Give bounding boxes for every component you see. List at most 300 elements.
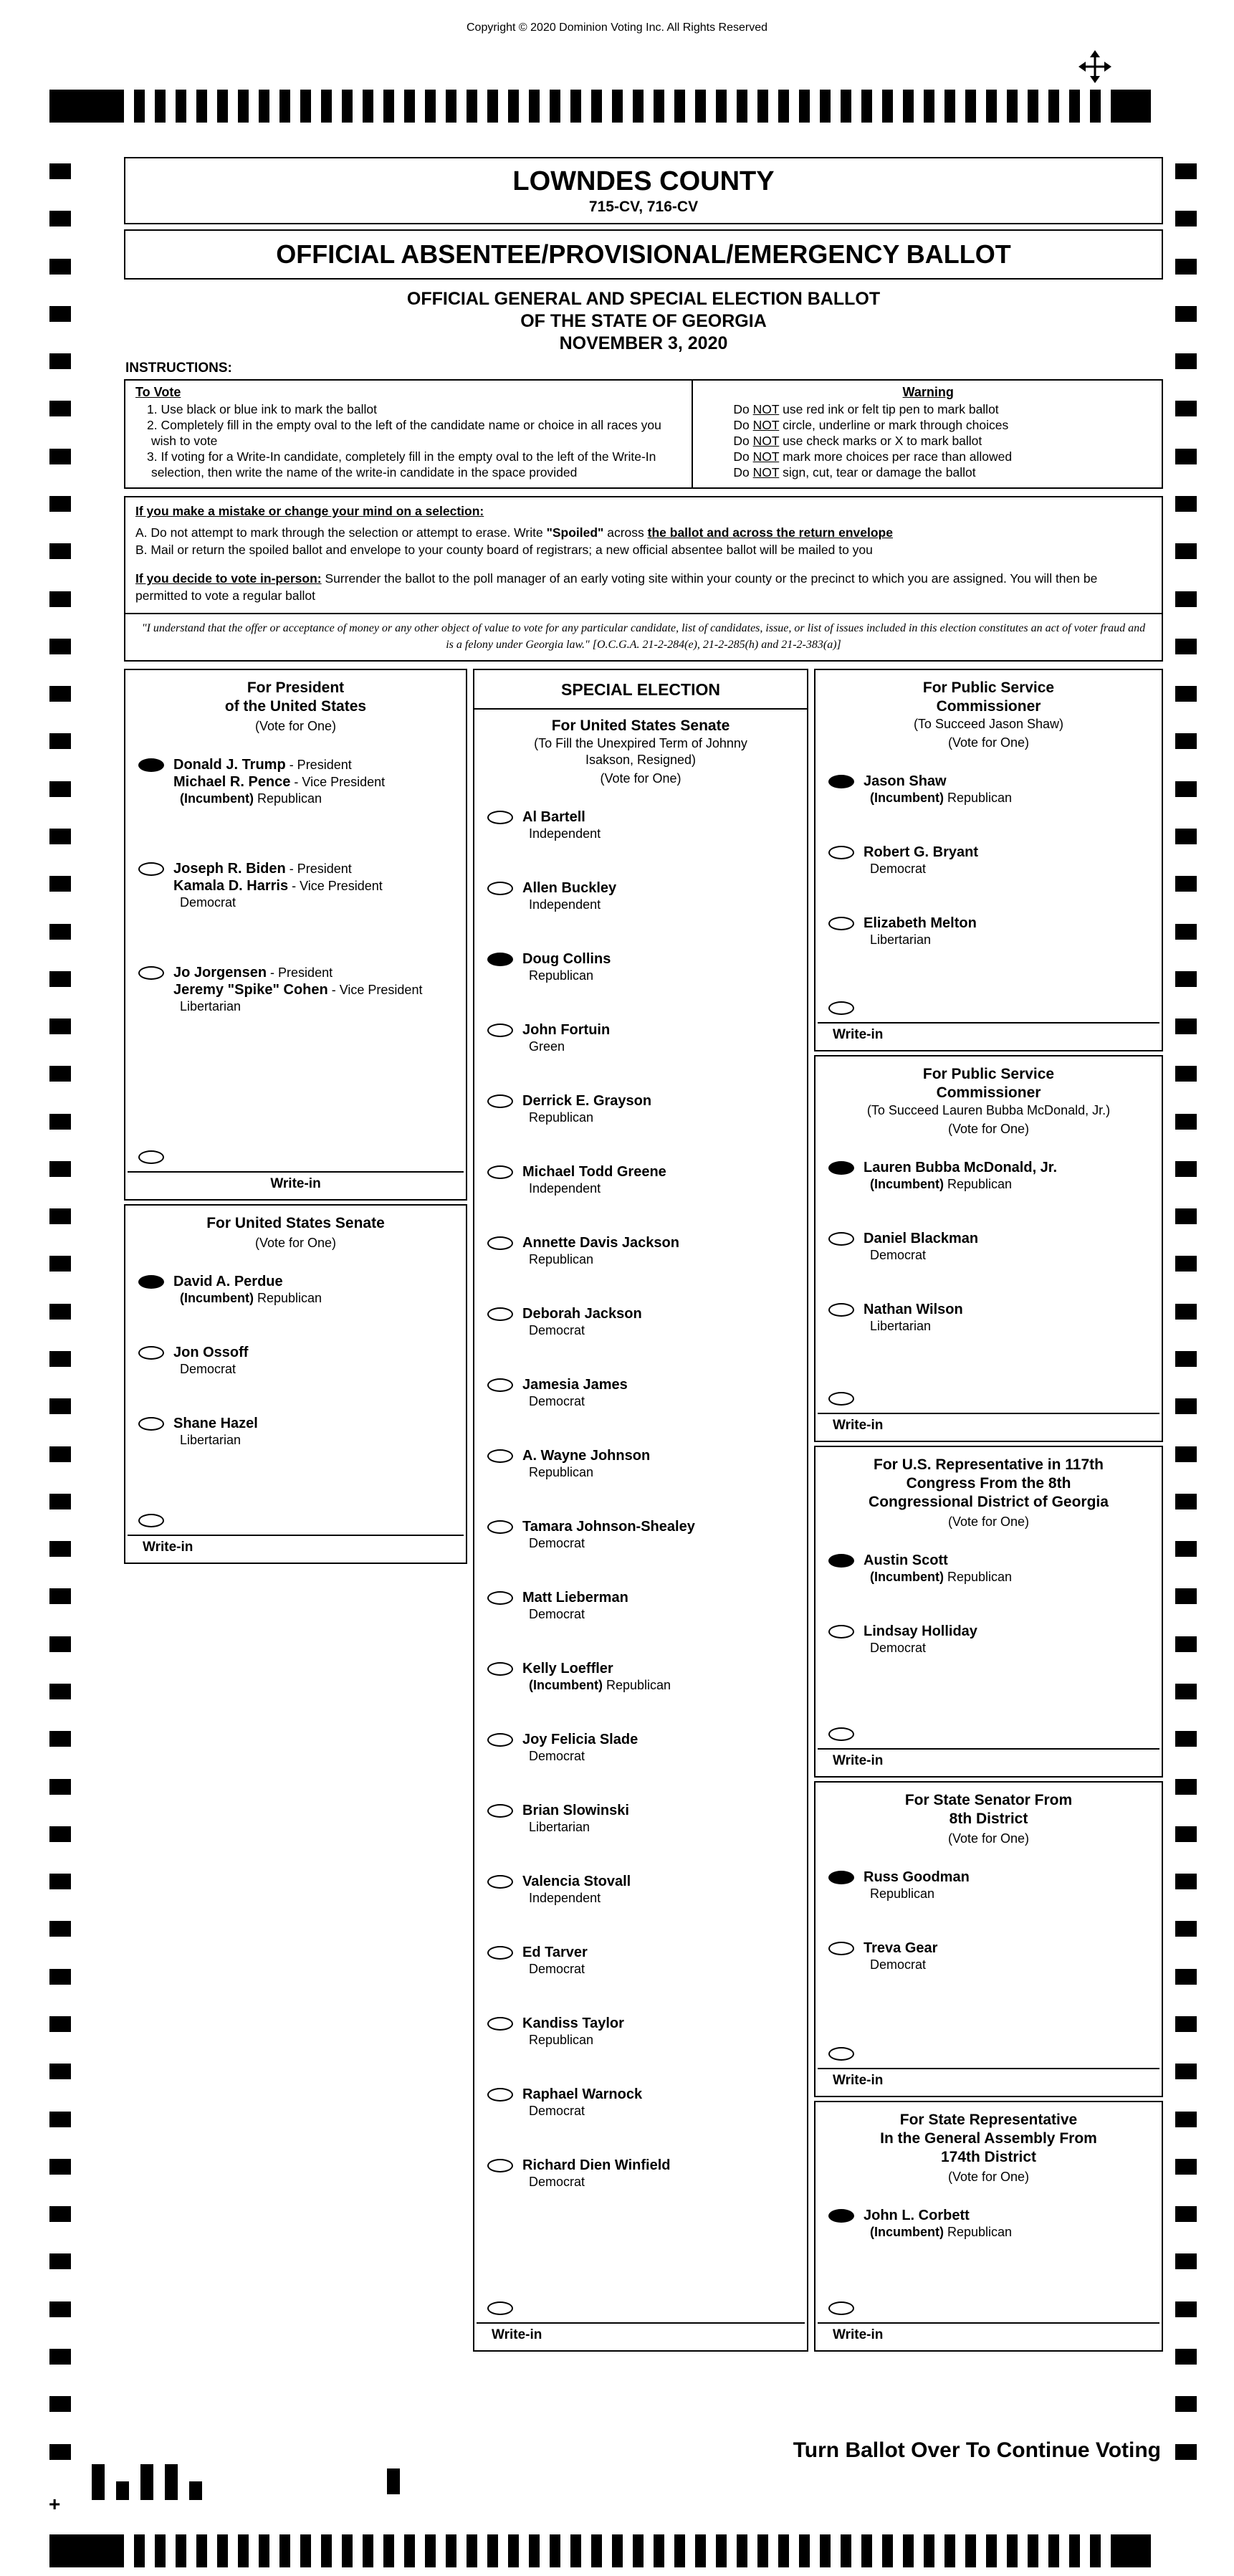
timing-block	[49, 2534, 124, 2567]
timing-bar	[467, 90, 477, 123]
timing-mark	[1175, 306, 1197, 322]
timing-mark	[1175, 686, 1197, 702]
candidate-text	[522, 1589, 628, 1623]
oval-a-wayne-johnson[interactable]	[487, 1449, 513, 1463]
oval-russ-goodman[interactable]	[828, 1871, 854, 1884]
timing-bar	[965, 2534, 976, 2567]
vote-for-instruction: (Vote for One)	[254, 1236, 337, 1250]
write-in-oval[interactable]	[487, 2301, 513, 2315]
timing-mark	[1175, 1304, 1197, 1320]
candidate-name: Brian Slowinski	[522, 1803, 629, 1818]
candidate-david-a-perdue	[125, 1273, 466, 1307]
candidate-name: Michael Todd Greene	[522, 1164, 666, 1180]
write-in-oval[interactable]	[828, 2047, 854, 2061]
write-in-oval-row	[816, 1392, 1162, 1406]
timing-bar	[1028, 90, 1038, 123]
vote-for-instruction: (Vote for One)	[947, 2170, 1030, 2184]
to-vote-section	[125, 381, 693, 487]
timing-mark	[1175, 1684, 1197, 1699]
oval-ed-tarver[interactable]	[487, 1946, 513, 1960]
candidate-text	[522, 808, 601, 842]
oval-matt-lieberman[interactable]	[487, 1591, 513, 1605]
candidate-party: Republican	[870, 1886, 935, 1901]
timing-bar	[300, 2534, 311, 2567]
timing-mark	[49, 591, 71, 607]
timing-mark	[1175, 733, 1197, 749]
oval-annette-davis-jackson[interactable]	[487, 1236, 513, 1250]
timing-mark	[49, 924, 71, 940]
write-in-oval-row	[474, 2301, 807, 2315]
candidate-name: Richard Dien Winfield	[522, 2157, 671, 2173]
timing-mark	[49, 1969, 71, 1985]
timing-mark	[49, 1019, 71, 1034]
oval-raphael-warnock[interactable]	[487, 2088, 513, 2102]
timing-mark	[49, 1256, 71, 1272]
timing-mark	[1175, 1826, 1197, 1842]
oval-kelly-loeffler[interactable]	[487, 1662, 513, 1676]
write-in-area	[125, 1512, 466, 1563]
oval-valencia-stovall[interactable]	[487, 1875, 513, 1889]
timing-block	[1111, 2534, 1151, 2567]
vote-for-instruction: (Vote for One)	[947, 1122, 1030, 1136]
voter-oath-text: "I understand that the offer or acceptance of money or any other object of value to vote for any particular candidate, list of candidates, issue, or list of issues included in this election constitutes an act of voter fraud and is a felony under Georgia law." [O.C.G.A. 21-2-284(e), 21-2-285(h) and 21-2-383(a)]	[125, 613, 1162, 660]
calibration-marks	[0, 2464, 1234, 2503]
candidate-party: Independent	[529, 897, 601, 912]
candidate-party: Democrat	[870, 862, 927, 876]
oval-richard-dien-winfield[interactable]	[487, 2159, 513, 2172]
candidate-joy-felicia-slade	[474, 1731, 807, 1765]
candidate-russ-goodman	[816, 1869, 1162, 1902]
timing-bar	[944, 2534, 955, 2567]
candidate-party: Libertarian	[180, 999, 241, 1013]
candidate-name: John L. Corbett	[864, 2208, 970, 2223]
timing-bar	[383, 2534, 394, 2567]
timing-bar	[591, 2534, 602, 2567]
timing-mark	[49, 211, 71, 226]
timing-mark	[1175, 971, 1197, 987]
timing-mark	[1175, 2016, 1197, 2032]
mistake-line-b: B. Mail or return the spoiled ballot and envelope to your county board of registrars; a new official absentee ballot will be mailed to you	[135, 543, 873, 557]
mistake-section	[125, 497, 1162, 563]
timing-bar	[383, 90, 394, 123]
write-in-oval-row	[816, 2047, 1162, 2061]
contest-title: Congress From the 8th	[906, 1475, 1071, 1492]
timing-mark	[49, 829, 71, 844]
candidate-name: Kandiss Taylor	[522, 2016, 624, 2031]
timing-bar	[508, 90, 519, 123]
candidate-name: Jamesia James	[522, 1377, 628, 1393]
candidate-name: Treva Gear	[864, 1940, 938, 1956]
candidate-office-suffix: - President	[267, 965, 333, 980]
calibration-bar	[140, 2464, 153, 2500]
timing-bar	[238, 90, 249, 123]
candidate-name: Shane Hazel	[173, 1416, 258, 1431]
timing-bar	[861, 2534, 872, 2567]
candidate-text	[864, 773, 1012, 806]
candidate-text	[522, 1021, 610, 1055]
timing-mark	[1175, 259, 1197, 275]
timing-bar	[217, 2534, 228, 2567]
oval-jon-ossoff[interactable]	[138, 1346, 164, 1360]
candidate-kandiss-taylor	[474, 2015, 807, 2048]
write-in-oval-row	[816, 1727, 1162, 1741]
contest-title: Congressional District of Georgia	[869, 1494, 1109, 1510]
timing-bar	[529, 2534, 540, 2567]
write-in-label: Write-in	[833, 1027, 884, 1042]
candidate-name: Joseph R. Biden - President	[173, 861, 352, 877]
not-emphasis: NOT	[752, 449, 780, 464]
write-in-oval[interactable]	[828, 1727, 854, 1741]
contest-title: For State Senator From	[904, 1792, 1073, 1808]
candidate-name: Allen Buckley	[522, 880, 617, 896]
candidate-text	[522, 2157, 671, 2190]
mistake-heading: If you make a mistake or change your mind on a selection:	[135, 504, 484, 518]
candidate-jamesia-james	[474, 1376, 807, 1410]
plus-registration-mark: +	[49, 2493, 61, 2515]
timing-mark	[49, 1684, 71, 1699]
timing-bar	[467, 2534, 477, 2567]
write-in-label: Write-in	[143, 1540, 193, 1555]
timing-bar	[944, 90, 955, 123]
warning-section	[693, 381, 1162, 487]
timing-mark	[1175, 163, 1197, 179]
timing-mark	[49, 1208, 71, 1224]
oval-brian-slowinski[interactable]	[487, 1804, 513, 1818]
oval-michael-todd-greene[interactable]	[487, 1165, 513, 1179]
not-emphasis: NOT	[752, 402, 780, 416]
timing-bar	[716, 2534, 727, 2567]
candidate-text	[864, 844, 978, 877]
contest-title: 8th District	[949, 1811, 1028, 1827]
candidate-party: Democrat	[870, 1641, 927, 1655]
candidate-name: Joy Felicia Slade	[522, 1732, 638, 1747]
candidate-brian-slowinski	[474, 1802, 807, 1836]
timing-mark	[1175, 2064, 1197, 2079]
timing-mark	[49, 2159, 71, 2175]
candidate-text	[522, 1518, 695, 1552]
timing-mark	[1175, 401, 1197, 416]
candidate-text	[522, 1234, 679, 1268]
timing-mark	[1175, 1921, 1197, 1937]
candidate-party: Libertarian	[529, 1820, 590, 1834]
warning-item: Do NOT mark more choices per race than allowed	[733, 449, 1013, 464]
timing-bar	[279, 90, 290, 123]
candidate-party: Republican	[529, 1465, 594, 1479]
contest-state-senator-8	[814, 1781, 1163, 2097]
candidate-john-l-corbett	[816, 2207, 1162, 2241]
oval-deborah-jackson[interactable]	[487, 1307, 513, 1321]
ballot-content	[124, 157, 1163, 2352]
timing-mark	[49, 1636, 71, 1652]
oval-elizabeth-melton[interactable]	[828, 917, 854, 930]
candidate-name: John Fortuin	[522, 1022, 611, 1038]
warning-items	[733, 401, 1152, 480]
timing-mark	[49, 496, 71, 512]
timing-mark	[1175, 2206, 1197, 2222]
oval-daniel-blackman[interactable]	[828, 1232, 854, 1246]
timing-bar	[300, 90, 311, 123]
candidate-jo-jorgensen	[125, 964, 466, 1015]
timing-mark	[49, 2016, 71, 2032]
oval-john-l-corbett[interactable]	[828, 2209, 854, 2223]
timing-mark	[1175, 1161, 1197, 1177]
timing-bar	[570, 90, 581, 123]
special-election-header: SPECIAL ELECTION	[474, 670, 807, 710]
oval-jason-shaw[interactable]	[828, 775, 854, 788]
write-in-oval[interactable]	[138, 1150, 164, 1164]
oval-allen-buckley[interactable]	[487, 882, 513, 895]
oval-joy-felicia-slade[interactable]	[487, 1733, 513, 1747]
candidate-party: Democrat	[180, 1362, 236, 1376]
contest-psc-shaw	[814, 669, 1163, 1051]
oval-nathan-wilson[interactable]	[828, 1303, 854, 1317]
timing-mark	[1175, 876, 1197, 892]
mistake-instructions-box	[124, 496, 1163, 662]
timing-bar	[176, 90, 186, 123]
candidate-daniel-blackman	[816, 1230, 1162, 1264]
timing-mark	[49, 876, 71, 892]
timing-bar	[134, 90, 145, 123]
vote-for-instruction: (Vote for One)	[947, 735, 1030, 750]
contest-title: For United States Senate	[206, 1215, 385, 1231]
candidate-text	[173, 964, 422, 1015]
candidate-robert-g-bryant	[816, 844, 1162, 877]
timing-bar	[1090, 90, 1101, 123]
candidate-party: Republican	[529, 2033, 594, 2047]
timing-mark	[1175, 2112, 1197, 2127]
candidate-name: Tamara Johnson-Shealey	[522, 1519, 695, 1535]
timing-mark	[1175, 1208, 1197, 1224]
contest-column-1	[124, 669, 467, 2352]
timing-mark	[1175, 1446, 1197, 1462]
candidate-party: Libertarian	[870, 932, 932, 947]
contest-title: For Public Service	[922, 1066, 1055, 1082]
timing-mark	[49, 1731, 71, 1747]
timing-mark	[49, 1874, 71, 1889]
warning-title: Warning	[902, 385, 954, 399]
candidate-office-suffix: - Vice President	[327, 983, 423, 997]
to-vote-item: 2. Completely fill in the empty oval to the left of the candidate name or choice in all races you wish to vote	[147, 418, 661, 448]
incumbent-label: (Incumbent)	[529, 1678, 606, 1692]
oval-austin-scott[interactable]	[828, 1554, 854, 1568]
timing-mark	[49, 1446, 71, 1462]
contest-subtitle: (To Succeed Jason Shaw)	[913, 717, 1064, 731]
timing-mark	[49, 2301, 71, 2317]
candidate-party: Libertarian	[870, 1319, 932, 1333]
candidate-office-suffix: - President	[285, 758, 352, 772]
timing-block	[1111, 90, 1151, 123]
timing-mark	[1175, 2253, 1197, 2269]
candidate-text	[864, 1159, 1057, 1193]
instructions-label: INSTRUCTIONS:	[125, 361, 232, 376]
candidate-name: Daniel Blackman	[864, 1231, 979, 1246]
timing-bar	[612, 90, 623, 123]
oval-john-fortuin[interactable]	[487, 1024, 513, 1037]
vote-for-instruction: (Vote for One)	[947, 1514, 1030, 1529]
candidate-party: Republican	[529, 1110, 594, 1125]
vote-for-instruction: (Vote for One)	[600, 771, 681, 786]
candidate-name: Robert G. Bryant	[864, 844, 979, 860]
timing-mark	[1175, 353, 1197, 369]
to-vote-title: To Vote	[135, 385, 181, 399]
timing-mark	[49, 2349, 71, 2365]
timing-bar	[425, 90, 436, 123]
timing-mark	[49, 733, 71, 749]
contest-subtitle: Isakson, Resigned)	[585, 753, 697, 767]
not-emphasis: NOT	[752, 465, 780, 480]
candidate-text	[522, 1163, 666, 1197]
candidate-joseph-r-biden	[125, 860, 466, 911]
candidate-john-fortuin	[474, 1021, 807, 1055]
oval-al-bartell[interactable]	[487, 811, 513, 824]
candidate-party: Democrat	[529, 2104, 585, 2118]
timing-bar	[820, 90, 831, 123]
timing-mark	[49, 1304, 71, 1320]
contest-subtitle: (To Succeed Lauren Bubba McDonald, Jr.)	[866, 1103, 1111, 1117]
timing-bar	[196, 90, 207, 123]
candidate-text	[522, 950, 611, 984]
timing-bar	[404, 90, 415, 123]
timing-mark	[1175, 591, 1197, 607]
timing-bar	[986, 2534, 997, 2567]
timing-bar	[155, 90, 166, 123]
candidate-allen-buckley	[474, 879, 807, 913]
timing-bar	[861, 90, 872, 123]
contest-subtitle: (To Fill the Unexpired Term of Johnny	[534, 736, 747, 750]
timing-bar	[882, 90, 893, 123]
write-in-oval-row	[816, 2301, 1162, 2315]
oval-david-a-perdue[interactable]	[138, 1275, 164, 1289]
timing-bar	[799, 90, 810, 123]
timing-bar	[820, 2534, 831, 2567]
timing-bar	[924, 2534, 934, 2567]
timing-mark	[1175, 2301, 1197, 2317]
ballot-type-banner: OFFICIAL ABSENTEE/PROVISIONAL/EMERGENCY BALLOT	[124, 229, 1163, 280]
oval-joseph-r-biden[interactable]	[138, 862, 164, 876]
candidate-name: Lindsay Holliday	[864, 1623, 977, 1639]
candidate-text	[173, 860, 383, 911]
timing-mark	[1175, 2349, 1197, 2365]
candidate-austin-scott	[816, 1552, 1162, 1585]
timing-bar	[363, 2534, 373, 2567]
timing-mark	[1175, 1019, 1197, 1034]
write-in-label: Write-in	[833, 1418, 884, 1433]
timing-bar	[217, 90, 228, 123]
candidate-lindsay-holliday	[816, 1623, 1162, 1656]
candidate-kelly-loeffler	[474, 1660, 807, 1694]
oval-tamara-johnson-shealey[interactable]	[487, 1520, 513, 1534]
contest-title: Commissioner	[936, 698, 1041, 715]
write-in-label: Write-in	[833, 2327, 884, 2342]
write-in-label: Write-in	[492, 2327, 542, 2342]
oval-jo-jorgensen[interactable]	[138, 966, 164, 980]
timing-mark	[49, 686, 71, 702]
write-in-oval[interactable]	[138, 1514, 164, 1527]
oval-kandiss-taylor[interactable]	[487, 2017, 513, 2031]
timing-marks-left	[49, 163, 71, 2460]
write-in-oval[interactable]	[828, 2301, 854, 2315]
timing-mark	[1175, 1398, 1197, 1414]
oval-lindsay-holliday[interactable]	[828, 1625, 854, 1638]
timing-bar	[1069, 90, 1080, 123]
turn-ballot-over-text: Turn Ballot Over To Continue Voting	[793, 2438, 1161, 2462]
oval-doug-collins[interactable]	[487, 953, 513, 966]
timing-bar	[654, 90, 664, 123]
oval-jamesia-james[interactable]	[487, 1378, 513, 1392]
timing-mark	[1175, 1541, 1197, 1557]
candidate-elizabeth-melton	[816, 915, 1162, 948]
oval-robert-g-bryant[interactable]	[828, 846, 854, 859]
timing-mark	[49, 259, 71, 275]
timing-bar	[176, 2534, 186, 2567]
write-in-oval-row	[125, 1514, 466, 1527]
timing-bar	[757, 90, 768, 123]
timing-bar	[342, 2534, 353, 2567]
candidate-donald-j-trump	[125, 756, 466, 807]
write-in-oval[interactable]	[828, 1392, 854, 1406]
incumbent-label: (Incumbent)	[180, 791, 257, 806]
timing-mark	[49, 353, 71, 369]
timing-bar	[778, 2534, 789, 2567]
timing-mark	[49, 1351, 71, 1367]
timing-mark	[49, 2206, 71, 2222]
candidate-name: Jeremy "Spike" Cohen - Vice President	[173, 982, 423, 998]
oval-donald-j-trump[interactable]	[138, 758, 164, 772]
candidate-valencia-stovall	[474, 1873, 807, 1907]
contest-title: 174th District	[940, 2149, 1037, 2165]
candidate-party: Democrat	[870, 1248, 927, 1262]
candidate-party: (Incumbent) Republican	[870, 791, 1013, 805]
timing-bar	[841, 2534, 851, 2567]
calibration-bar	[189, 2481, 202, 2500]
oval-lauren-bubba-mcdonald-jr[interactable]	[828, 1161, 854, 1175]
contest-title: of the United States	[224, 698, 367, 715]
warning-item: Do NOT circle, underline or mark through choices	[733, 418, 1009, 432]
candidate-lauren-bubba-mcdonald-jr	[816, 1159, 1162, 1193]
timing-mark	[49, 1779, 71, 1795]
county-header-box	[124, 157, 1163, 224]
candidate-party: Independent	[529, 826, 601, 841]
timing-mark	[1175, 2444, 1197, 2460]
timing-mark	[49, 2112, 71, 2127]
candidate-party: (Incumbent) Republican	[870, 1177, 1013, 1191]
write-in-oval[interactable]	[828, 1001, 854, 1015]
timing-bar	[737, 2534, 747, 2567]
timing-mark	[1175, 1351, 1197, 1367]
candidate-party: Democrat	[529, 1536, 585, 1550]
oval-derrick-e-grayson[interactable]	[487, 1094, 513, 1108]
candidate-matt-lieberman	[474, 1589, 807, 1623]
not-emphasis: NOT	[752, 418, 780, 432]
contest-us-rep-117-8	[814, 1446, 1163, 1778]
timing-bar	[799, 2534, 810, 2567]
calibration-bar	[387, 2468, 400, 2494]
contest-title: For U.S. Representative in 117th	[874, 1456, 1104, 1473]
timing-mark	[1175, 1588, 1197, 1604]
timing-bar	[882, 2534, 893, 2567]
timing-mark	[49, 401, 71, 416]
oval-treva-gear[interactable]	[828, 1942, 854, 1955]
candidate-text	[173, 1415, 258, 1449]
timing-marks-bottom	[49, 2534, 1163, 2567]
candidate-text	[864, 915, 977, 948]
candidate-office-suffix: - Vice President	[290, 775, 386, 789]
timing-mark	[1175, 1731, 1197, 1747]
timing-bar	[342, 90, 353, 123]
candidate-treva-gear	[816, 1940, 1162, 1973]
timing-mark	[1175, 924, 1197, 940]
oval-shane-hazel[interactable]	[138, 1417, 164, 1431]
